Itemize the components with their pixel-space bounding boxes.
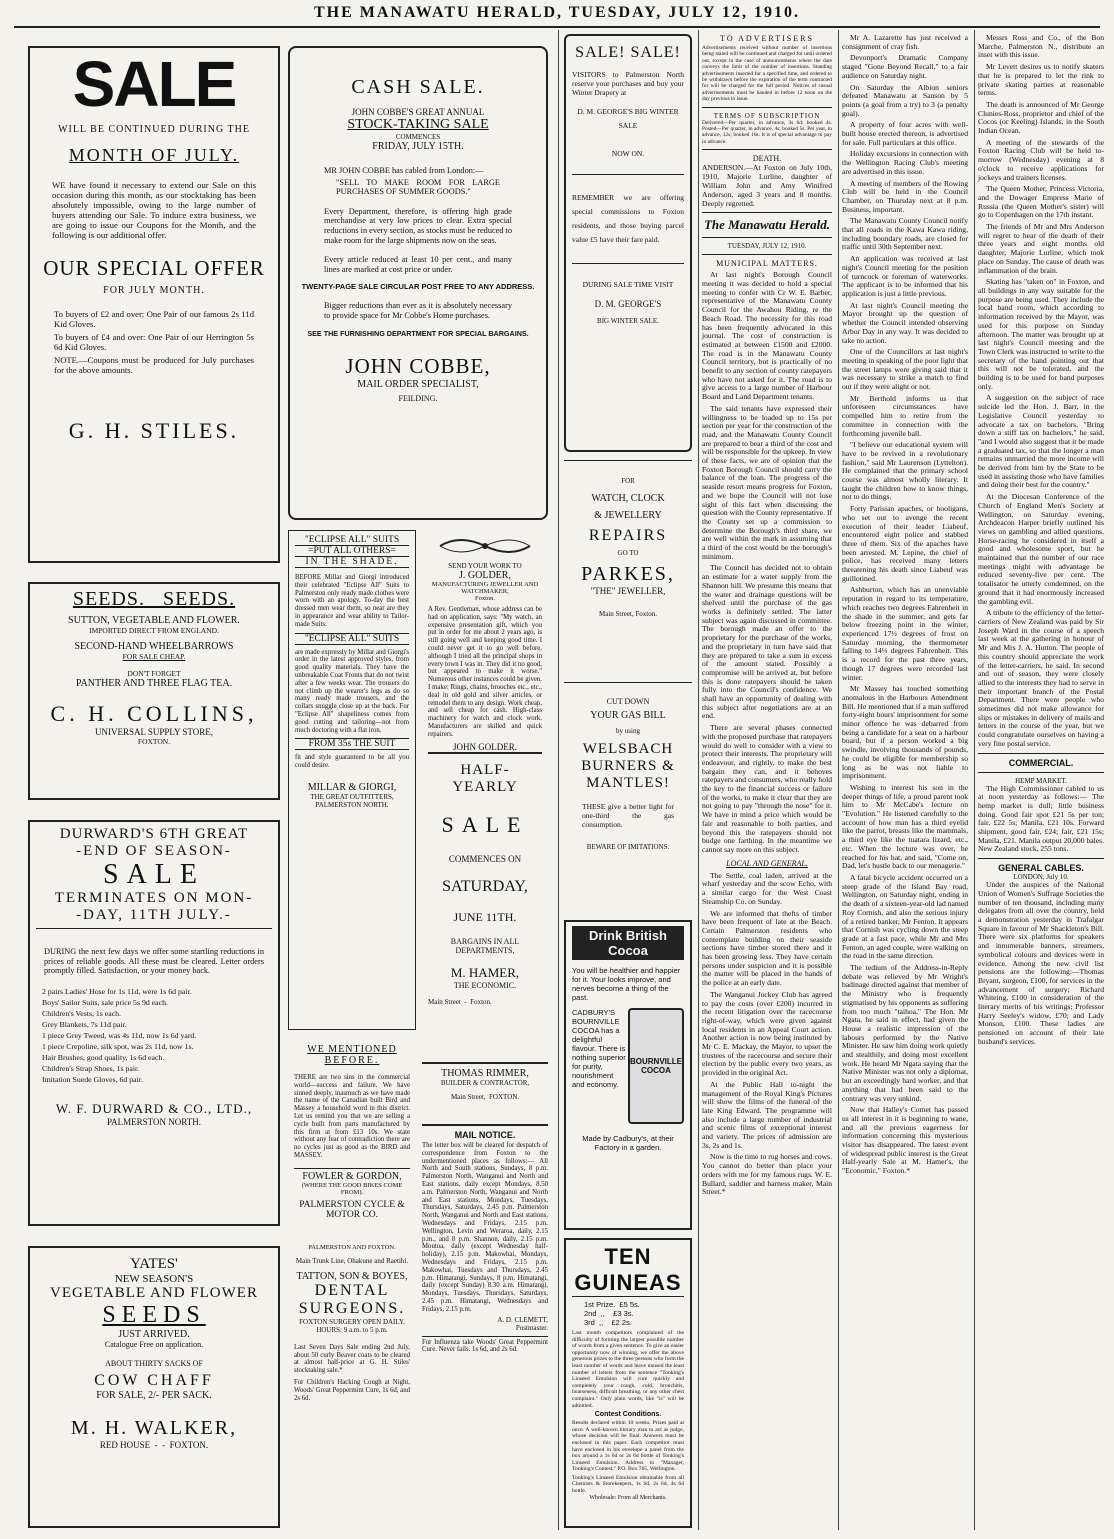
guineas-title: TEN GUINEAS	[572, 1244, 684, 1297]
george-sale-ad	[564, 34, 692, 452]
rimmer-line-2: BUILDER & CONTRACTOR,	[440, 1079, 530, 1087]
news-para: A fatal bicycle accident occurred on a steep grade of the Island Bay road, Wellington, on Saturday night, ending in the death of a sixteen-year-old lad named Roy Cornish, and also the serious injury of a retired banker, Mr Fenton. It appears that Cornish was cycling down the steep grade at a fast pace, while Mr and Mrs Fenton, an aged couple, were walking on the road in the same direction.	[842, 872, 968, 961]
guineas-footer: Tonking's Linseed Emulsion obtainable from all Chemists & Storekeepers, 1s 6d, 2s 6d, 4s 6d bottle.	[572, 1474, 684, 1495]
masthead-rule	[14, 26, 1100, 28]
news-para: At the Diocesan Conference of the Church of England Men's Society at Wellington, on Saturday evening, Archdeacon Harper briefly outlined his views on gambling and allied questions. Horse-racing he considered in itself a good and wholesome sport, but he maintained that the number of our race meetings might with advantage be reduced seventy-five per cent. The totalisator he utterly condemned, on the ground that it had enormously increased the gambling evil.	[978, 492, 1104, 606]
parkes-line-5: GO TO	[617, 549, 639, 557]
cocoa-title: Drink British Cocoa	[572, 926, 684, 960]
george-body-2: REMEMBER we are offering special commissions to Foxton residents, and those buying parcel value £5 have their fare paid.	[572, 193, 684, 244]
news-para: On Saturday the Albion seniors defeated Manawatu at Sanson by 5 points (a goal from a try) to 3 (a penalty goal).	[842, 82, 968, 118]
welsbach-warn: BEWARE OF IMITATIONS.	[586, 843, 670, 851]
seeds-line-1: SUTTON, VEGETABLE AND FLOWER.	[68, 615, 240, 626]
hamer-line-5: JUNE 11TH.	[453, 910, 517, 924]
cocoa-tin-label: BOURNVILLE COCOA	[630, 1057, 682, 1075]
municipal-para: There are several phases connected with the proposed purchase that ratepayers would do well to consider with a view to protect their interests. The proprietary will endeavour, and rightly, to make the best bargain they can, and it behoves ratepayers and consumers, who really hold the key to the financial success or failure of the works, to make it clear that they are not going to pay "through the nose" for it. We have in mind a price which would be fair and reasonable to both parties, and beyond this the ratepayers should not budge one farthing. In the meantime we cannot say more on this subject.	[702, 723, 832, 854]
welsbach-line-4: WELSBACH	[582, 741, 674, 757]
local-para: We are informed that thefts of timber have been frequent of late at the Beach. Certain Palmerston residents who contemplate building on their seaside sections have timber stored there and it has been growing less. They have certain persons under suspicion and it is possible the matter will be placed in the hands of the police at an early date.	[702, 908, 832, 988]
cobbe-role: MAIL ORDER SPECIALIST,	[357, 378, 479, 390]
eclipse-p1: BEFORE Millar and Giorgi introduced their celebrated "Eclipse All" Suits to Palmerston only ready made clothes were worn with an apology. To-day the best dressed men wear them, so near are they in appearance and wear ability to Tailor-made Suits.	[295, 574, 409, 628]
news-para: Wishing to interest his son in the deeper things of life, a proud parent took him to Mr McCabe's lecture on "Evolution." He listened carefully to the account of how man has a third eyelid like the parrot, breasts like the mammals, a third eye like the tuatara lizard, etc., etc. When the lecture was over, he reached for his hat, and said, "Come on, Dad, let's hustle back to our menagerie."	[842, 782, 968, 871]
news-para: Ashburton, which has an unenviable reputation in regard to its temperature, which reaches two degrees Fahrenheit in the shade in the summer, and gets far below freezing point in the winter, experienced 17½ degrees of frost on Saturday morning, the thermometer falling to 14⅓ degrees Fahrenheit. This is a record for the past three years, though 17 degrees were recorded last winter.	[842, 585, 968, 682]
cocoa-line-3: Made by Cadbury's, at their Factory in a garden.	[582, 1134, 674, 1152]
cobbe-furnish: SEE THE FURNISHING DEPARTMENT FOR SPECIAL BARGAINS.	[307, 328, 529, 338]
seeds-line-5: DON'T FORGET	[127, 669, 181, 678]
cobbe-circular: TWENTY-PAGE SALE CIRCULAR POST FREE TO ANY ADDRESS.	[301, 282, 535, 292]
durward-item: Imitation Suede Gloves, 6d pair.	[42, 1074, 143, 1084]
offer-note: NOTE.—Coupons must be produced for July purchases for the above amounts.	[54, 355, 254, 375]
municipal-para: At last night's Borough Council meeting it was decided to hold a special meeting to confer with Cr W. E. Barber, representative of the Manawatu County Council for the Awahou Riding, re the Beach Road. The necessity for this road has been frequently advocated in this journal. The cost of construction is estimated at between £1500 and £2000. The road is in the Manawatu County Council territory, but is practically of no benefit to any section of county ratepayers who have not asked for it. The road is to give access to a large number of Harbour Board and Land Department tenants.	[702, 270, 832, 402]
cobbe-p3: Every article reduced at least 10 per cent., and many lines are marked at cost price or under.	[324, 255, 512, 274]
durward-items	[42, 986, 266, 1085]
stiles-beaver-notice: Last Seven Days Sale ending 2nd July, about 50 curly Beaver coats to be cleared at almost half-price at G. H. Stiles' stocktaking sale.*	[294, 1343, 410, 1375]
golder-firm: JOHN GOLDER.	[453, 741, 517, 752]
hamer-line-9: Main Street - Foxton.	[428, 998, 492, 1006]
ornament-icon	[435, 534, 535, 558]
collins-store: UNIVERSAL SUPPLY STORE,	[94, 727, 214, 737]
municipal-para: The said tenants have expressed their willingness to be loaded up to 15s per section per year for the construction of the road, and the Manawatu County Council are prepared to bear a third of the cost and will be responsible for the upkeep. In view of these facts, we are of opinion that the Foxton Borough Council should carry the balance of the loan. The progress of the seaside resort means progress for Foxton, and we hope the Council will not lose sight of this fact when discussing the question with the County representative. If the County set up a commission to determine the Borough's third share, we are well within the mark in assuming that a third of the cost would be the borough's minimum.	[702, 403, 832, 561]
welsbach-line-1: CUT DOWN	[606, 697, 650, 706]
local-general-title: LOCAL AND GENERAL.	[726, 858, 808, 868]
guineas-conditions: Contest Conditions.	[594, 1411, 662, 1419]
welsbach-body: THESE give a better light for one-third the gas consumption.	[582, 802, 674, 829]
parkes-line-3: & JEWELLERY	[594, 510, 662, 521]
dental-line-3: SURGEONS.	[298, 1299, 406, 1317]
durward-item: Children's Strap Shoes, 1s pair.	[42, 1063, 140, 1073]
parkes-line-8: Main Street, Foxton.	[599, 610, 657, 618]
guineas-body-2: Results declared within 10 weeks. Prizes paid at once. A well-known literary man to act as judge, whose decision will be final. Answers must be enclosed in this paper. Each competitor must have enclosed in his envelope a panel from the box around a 1s 6d or 2s 6d bottle of Tonking's Linseed Emulsion. Address to "Manager, Tonking's Contest," P.O. Box 765, Wellington.	[572, 1420, 684, 1473]
news-para: The Manawatu County Council notify that all roads in the Kawa Kawa riding, including boundary roads, are closed for traffic until 30th September next.	[842, 216, 968, 252]
cobbe-cash-sale-ad	[288, 46, 548, 520]
hemp-market-body: The High Commissioner cabled to us at noon yesterday as follows:— The hemp market is dull; little business doing. Good fair spot £21 5s per ton; fair, £22 5s; Manila, £21 10s. Forward shipment, good fair, £24; fair, £21 15s; Manila, £21. Manila output 20,000 bales. New Zealand stock, 255 tons.	[978, 783, 1104, 854]
durward-item: Children's Vests, 1s each.	[42, 1008, 122, 1018]
seeds-line-2: IMPORTED DIRECT FROM ENGLAND.	[89, 626, 219, 635]
eclipse-h1: "ECLIPSE ALL" SUITS	[295, 535, 409, 546]
welsbach-line-3: by using	[616, 727, 640, 735]
durward-item: 1 piece Grey Tweed, was 4s 11d, now 1s 6d yard.	[42, 1030, 197, 1040]
collins-firm: C. H. COLLINS,	[50, 701, 258, 726]
mail-body: The letter box will be cleared for despatch of correspondence from Foxton to the undermentioned places as follows:— All North and South stations, Sundays, 8 p.m. Palmerston North, Wanganui and North and East stations, daily except Mondays, 8.50 a.m. Palmerston North, Wanganui and North and East stations, Mondays, Tuesdays, Thursdays, Saturdays, 2.45 p.m. Palmerston North, Wanganui and North and East stations, Wednesdays and Fridays, 2.15 p.m. Wellington, Levin and Weraroa, daily, 2.15 p.m., and 8 p.m. Shannon, daily, 2.15 p.m. Moutoa, daily (except Wednesday half-holiday), 2.15 p.m. Makowhai, Mondays, Wednesdays and Fridays, 2.15 p.m. Makowhai, Tuesdays and Thursdays, 2.45 p.m. Himatangi, Sundays, 8 p.m. Himatangi, daily (except Sunday) 8.30 a.m. Himatangi, Mondays, Tuesdays, Thursdays, Saturdays, 2.45 p.m. Himatangi, Wednesdays and Fridays, 2.15 p.m.	[422, 1142, 548, 1313]
mentioned-body: THERE are two sins in the commercial world—success and failure. We have sinned deeply, inasmuch as we have made the name of the Canadian built Bird and Massey a household word in this district. Let us remind you that we are selling a cycle built from parts manufactured by this firm at from £13 10s. We state without any fear of contradiction there are no cycles just as good as the BIRD and MASSEY.	[294, 1074, 410, 1159]
news-para: Now that Halley's Comet has passed us all interest in it is beginning to wane, and all the previous eagerness for information concerning this mysterious visitor has disappeared. The latest event of widespread public interest is the Great Half-yearly Sale at M. Hamer's, the "Economic," Foxton.*	[842, 1105, 968, 1176]
news-para: One of the Councillors at last night's meeting in speaking of the poor light that the street lamps were giving said that it was necessary to strike a match to find out if they were alight or not.	[842, 347, 968, 392]
golder-body: A Rev. Gentleman, whose address can be had on application, says: "My watch, an expensive presentation gift, which you put in order for me about 2 years ago, is still going well and keeping good time. I could never get it to go well before, although I tried all the principal shops in every town I was in. They did it no good, but appeared to make it worse." Numerous other instances could be given. I make: Rings, chains, brooches etc., etc., deal in old gold and silver articles, or remodel them to any design. Work cheap, and sell cheap for cash. High-class machinery for watch and clock work. Manufacturers are skilled and quick repairers.	[428, 606, 543, 738]
dental-line-5: HOURS: 9 a.m. to 5 p.m.	[316, 1325, 388, 1334]
offer-line-1: To buyers of £2 and over: One Pair of our famous 2s 11d Kid Gloves.	[54, 309, 254, 329]
golder-line-3: MANUFACTURING JEWELLER AND WATCHMAKER,	[431, 581, 539, 595]
advertisers-body: Advertisements received without number of insertions being stated will be continued and charged for until ordered out, except in the case of announcements where the date conveys the limit of the number of insertions. Standing advertisements inserted for a specified time, and ordered to be withdrawn before the expiration of the term contracted for will be charged for the full period. Notices of casual advertisements must be handed in before 12 noon on the day previous to issue.	[702, 45, 832, 103]
news-para: Holiday excursions in connection with the Wellington Racing Club's meeting are advertised in this issue.	[842, 149, 968, 176]
cobbe-p4: Bigger reductions than ever as it is absolutely necessary to provide space for Mr Cobbe's Home purchases.	[324, 301, 512, 320]
guineas-prize-1: 1st Prize. £5 5s.	[584, 1300, 640, 1309]
durward-head-1: DURWARD'S 6TH GREAT	[59, 826, 249, 842]
mail-notice	[422, 1124, 548, 1530]
parkes-line-6: PARKES,	[581, 563, 675, 585]
news-para: A tribute to the efficiency of the letter-carriers of New Zealand was paid by Sir Joseph Ward in the course of a speech last week at the gathering in honour of Mr and Mrs J. A. Hutton. The people of this country should appreciate the work of the letter-carriers, he said. In second and out of season, they were closely allied to the interests they had to serve in their important branch of the Postal Department. There were people who sometimes did not make allowance for slips or mistakes in delivery of mails and letters in the course of the year, but we could congratulate ourselves on having a very fine postal service.	[978, 608, 1104, 748]
stiles-sale-ad	[28, 46, 280, 563]
news-para: Devonport's Dramatic Company staged "Gone Beyond Recall," to a fair audience on Saturday night.	[842, 53, 968, 80]
parkes-line-7: "THE" JEWELLER,	[590, 586, 666, 596]
news-para: The tedium of the Address-in-Reply debate was relieved by Mr Wright's badinage directed against that member of the Ministry who is frequently stigmatised by his opponents as suffering from too much "taihoa." The Hon. Mr Ngata, he said in effect, had given the House a realistic impression of the labours performed by the Native Minister. He saw him doing work quietly and stealthily, and doing most excellent work. He heard Mr Ngata saying that the Native Minister was not only a diplomat, but an exceedingly hard worker, and that anything that had been said to the contrary was very unkind.	[842, 963, 968, 1103]
special-offer-sub: FOR JULY MONTH.	[103, 285, 205, 296]
subscription-title: TERMS OF SUBSCRIPTION	[713, 111, 821, 120]
eclipse-town: PALMERSTON NORTH.	[315, 800, 389, 809]
george-sub-2: BIG WINTER SALE.	[597, 317, 659, 325]
general-cables-title: GENERAL CABLES.	[998, 863, 1084, 874]
local-para: Now is the time to rug horses and cows. You cannot do better than place your orders with me for my famous rugs. W. E. Bullard, saddler and harness maker, Main Street.*	[702, 1152, 832, 1197]
golder-line-4: Foxton.	[474, 595, 496, 602]
eclipse-h3: IN THE SHADE.	[295, 557, 409, 568]
news-para: The death is announced of Mr George Clunies-Ross, proprietor and chief of the Cocos (or Keeling) Islands, in the South Indian Ocean.	[978, 99, 1104, 136]
parkes-jeweller-ad	[564, 460, 692, 674]
news-para: A meeting of the stewards of the Foxton Racing Club will be held to-morrow (Wednesday) evening at 8 o'clock to receive applications for jockeys and trainers licenses.	[978, 137, 1104, 182]
cocoa-line-2: CADBURY'S BOURNVILLE COCOA has a delightful flavour. There is nothing superior for purity, nourishment and economy.	[572, 1008, 626, 1089]
hamer-line-3: COMMENCES ON	[448, 854, 522, 864]
mentioned-firm-2: PALMERSTON CYCLE & MOTOR CO.	[299, 1199, 405, 1220]
welsbach-line-5: BURNERS &	[581, 758, 675, 774]
cobbe-quote: "SELL TO MAKE ROOM FOR LARGE PURCHASES OF SUMMER GOODS."	[336, 177, 500, 197]
golder-line-2: J. GOLDER,	[459, 570, 511, 581]
news-para: Forty Parisian apaches, or hooligans, who set out to avenge the recent execution of their leader Liabeuf, encountered eight police and stabbed three of them. Six of the apaches have been arrested. M. Lepine, the chief of police, has received many letters threatening his death since Liabeuf was guillotined.	[842, 504, 968, 583]
sale-subline: WILL BE CONTINUED DURING THE	[58, 124, 250, 135]
death-title: DEATH.	[752, 154, 782, 164]
mail-title: MAIL NOTICE.	[454, 1130, 516, 1140]
walker-line-4: SEEDS	[102, 1302, 206, 1328]
eclipse-p3: fit and style guaranteed to be all you could desire.	[295, 754, 409, 770]
sale-headline: SALE	[72, 48, 236, 120]
durward-item: Hair Brushes, good quality, 1s 6d each.	[42, 1052, 165, 1062]
death-body: ANDERSON.—At Foxton on July 10th, 1910, Majorie Lurline, daughter of William John and Amy Winifred Anderson, aged 3 years and 8 months. Deeply regretted.	[702, 163, 832, 209]
dental-line-2: DENTAL	[314, 1281, 390, 1299]
seeds-line-4: FOR SALE CHEAP.	[122, 652, 186, 661]
george-during: DURING SALE TIME VISIT	[582, 280, 674, 289]
eclipse-h5: FROM 35s THE SUIT	[295, 738, 409, 750]
tonking-guineas-ad	[564, 1238, 692, 1528]
george-body: VISITORS to Palmerston North reserve your purchases and buy your Winter Drapery at	[572, 70, 684, 97]
george-firm-2: D. M. GEORGE'S	[594, 299, 662, 309]
durward-firm: W. F. DURWARD & CO., LTD.,	[55, 1100, 253, 1116]
eclipse-p2: are made expressly by Millar and Giorgi's order in the latest approved styles, from good quality materials. They have the unbreakable Coat Fronts that do not twist after a few weeks wear. The trousers do not climb up the wearer's legs as do so many ready made trousers, and the collars snuggle close up at the back. For "Eclipse All" shapeliness comes from good cutting and tailoring—not from much doctoring with a flat iron.	[295, 648, 409, 734]
eclipse-firm: MILLAR & GIORGI,	[307, 781, 397, 793]
walker-line-6: Catalogue Free on application.	[104, 1340, 204, 1349]
cobbe-name: JOHN COBBE,	[345, 353, 491, 378]
cobbe-line-2: STOCK-TAKING SALE	[347, 117, 489, 132]
cobbe-title: CASH SALE.	[351, 76, 485, 98]
news-column-2	[978, 34, 1104, 1530]
cadbury-cocoa-ad	[564, 920, 692, 1230]
herald-title: The Manawatu Herald.	[703, 217, 831, 233]
news-para: Messrs Ross and Co., of the Bon Marche, Palmerston N., distribute an inset with this issue.	[978, 33, 1104, 60]
eclipse-h2: =PUT ALL OTHERS=	[295, 546, 409, 557]
walker-line-7: ABOUT THIRTY SACKS OF	[105, 1359, 203, 1368]
news-para: A suggestion on the subject of race suicide led the Hon. J. Barr, in the Legislative Council yesterday to advocate a tax on bachelors. "Bring down a stiff tax on bachelors," he said, "and I would also suggest that it be made a graduated tax, so that the longer a man remains unmarried the more income will be derived from him by the State to be used in assisting those who have families and doing their best for the country."	[978, 393, 1104, 490]
hamer-line-1: HALF-YEARLY	[428, 752, 542, 796]
cobbe-line-3: COMMENCES	[395, 133, 441, 141]
herald-date: TUESDAY, JULY 12, 1910.	[727, 242, 807, 251]
eclipse-h4: "ECLIPSE ALL" SUITS	[295, 633, 409, 645]
durward-sale-ad	[28, 820, 280, 1226]
walker-line-8: COW CHAFF	[94, 1372, 214, 1389]
cocoa-tin-icon	[628, 1008, 684, 1124]
news-para: A property of four acres with well-built house erected thereon, is advertised for sale. Full particulars at this office.	[842, 120, 968, 147]
news-column-1	[842, 34, 968, 1530]
cobbe-line-4: FRIDAY, JULY 15TH.	[372, 141, 464, 152]
eclipse-suits-ad	[288, 530, 416, 1030]
cobbe-p1: MR JOHN COBBE has cabled from London:—	[324, 166, 484, 175]
durward-town: PALMERSTON NORTH.	[107, 1116, 201, 1127]
seeds-line-6: PANTHER AND THREE FLAG TEA.	[75, 678, 233, 689]
durward-item: Boys' Sailor Suits, sale price 5s 9d each.	[42, 997, 168, 1007]
news-para: Mr A. Lazarette has just received a consignment of cray fish.	[842, 33, 968, 51]
sale-month: MONTH OF JULY.	[68, 145, 240, 165]
news-para: Mr Berthold informs us that unforeseen circumstances have compelled him to retire from the committee in connection with the forthcoming juvenile ball.	[842, 393, 968, 438]
walker-line-5: JUST ARRIVED.	[118, 1329, 190, 1340]
durward-head-2: -END OF SEASON-	[76, 843, 232, 859]
local-para: At the Public Hall to-night the management of the Royal King's Pictures will show the films of the funeral of the late King Edward. The programme will also include a large number of industrial and scenic films of exceptional interest and variety. The prices of admission are 3s, 2s and 1s.	[702, 1079, 832, 1150]
collins-town: FOXTON.	[137, 737, 171, 746]
news-para: A meeting of members of the Rowing Club will be held in the Council Chamber, on Thursday next at 8 p.m. Business, important.	[842, 178, 968, 214]
cobbe-town: FEILDING.	[398, 393, 438, 403]
hamer-sale-ad	[422, 748, 548, 1052]
walker-firm: M. H. WALKER,	[70, 1417, 238, 1439]
cobbe-line-1: JOHN COBBE'S GREAT ANNUAL	[351, 107, 485, 117]
collins-seeds-ad	[28, 582, 280, 800]
municipal-para: The Council has decided not to obtain an estimate for a water supply from the Shannon hill. We presume this means that the water and drainage questions will be shelved until the purchase of the gas works is definitely settled. The latter subject was again discussed in committee. The borough made an offer to the proprietary for the purchase of the works, and the proprietary in turn have said that they are prepared to take a sum in excess of the amount stated. Possibly a compromise will be arrived at, but before this is done ratepayers should be taken fully into the Council's confidence. We shall have an opportunity of dealing with this subject after negotiations are at an end.	[702, 563, 832, 721]
commercial-title: COMMERCIAL.	[1008, 757, 1074, 768]
walker-place: RED HOUSE - - FOXTON.	[99, 1440, 209, 1450]
welsbach-ad	[564, 682, 692, 912]
cocoa-line-1: You will be healthier and happier for it. Your looks improve, and nerves become a thing of the past.	[572, 966, 681, 1002]
durward-head-4: TERMINATES ON MON-	[54, 890, 254, 906]
hamer-line-2: SALE	[441, 812, 529, 837]
durward-item: Grey Blankets, 7s 11d pair.	[42, 1019, 127, 1029]
george-now: NOW ON.	[611, 149, 645, 158]
seeds-title: SEEDS. SEEDS.	[72, 588, 236, 610]
dental-line-1: TATTON, SON & BOYES,	[296, 1270, 408, 1282]
mentioned-h1: WE MENTIONED	[307, 1044, 397, 1055]
news-para: Mr Massey has touched something anomalous in the Harbours Amendment Bill. He mentioned that if a man suffered forty-eight hours' imprisonment for some minor offence he was debarred from being a candidate for a seat on a harbour board, but if a person worked a big swindle, involving thousands of pounds, he could be eligible for membership so long as he was not liable to imprisonment.	[842, 684, 968, 781]
local-para: The Wanganui Jockey Club has agreed to pay the costs (over £200) incurred in the recent litigation over the racecourse right-of-way, which were given against local residents in an Appeal Court action. Another action is now being instituted by Mr C. E. Mackay, the Mayor, to upset the trustees of the racecourse and secure their election by the public every two years, as provided in the original Act.	[702, 989, 832, 1078]
golder-jeweller-ad	[422, 530, 548, 752]
advertisers-title: TO ADVERTISERS	[720, 34, 814, 43]
cables-dateline: LONDON, July 10.	[1013, 873, 1069, 882]
hemp-market-title: HEMP MARKET.	[1015, 776, 1067, 785]
cables-body: Under the auspices of the National Union of Women's Suffrage Societies the number of ten thousand, including many delegates from all over the country, held a demonstration yesterday in Trafalgar Square in favour of Mr Shackleton's Bill. There were six platforms for speakers and innumerable banners, streamers, symbolical colours and devices were in evidence. Among the new civil list pensions are the following:—Thomas Bryant, surgeon, £100, for services in the advancement of surgery; Richard Whiteing, £100 in consideration of the literary merits of his writings; Professor Harry Seeley's widow, £70; and Lady Monson, £100. These ladies are pensioned on account of their late husband's services.	[978, 880, 1104, 1046]
municipal-title: MUNICIPAL MATTERS.	[716, 259, 818, 269]
walker-line-1: YATES'	[130, 1256, 178, 1272]
parkes-line-2: WATCH, CLOCK	[591, 493, 665, 504]
guineas-sub: Wholesale: From all Merchants.	[589, 1494, 667, 1501]
woods-cure-notice: For Children's Hacking Cough at Night, Woods' Great Peppermint Cure, 1s 6d, and 2s 6d.	[294, 1378, 410, 1402]
guineas-prize-3: 3rd ,, £2 2s.	[584, 1318, 632, 1327]
welsbach-line-2: YOUR GAS BILL	[590, 710, 666, 721]
mentioned-firm: FOWLER & GORDON,	[294, 1168, 410, 1182]
durward-head-3: SALE	[103, 859, 205, 890]
george-title: SALE! SALE!	[575, 44, 681, 61]
editorial-column	[702, 34, 832, 1530]
mentioned-h2: BEFORE.	[324, 1055, 380, 1066]
parkes-line-1: FOR	[621, 477, 635, 485]
rimmer-ad	[422, 1062, 548, 1114]
durward-head-5: -DAY, 11TH JULY.-	[76, 907, 232, 923]
hamer-line-6: BARGAINS IN ALL DEPARTMENTS,	[450, 937, 520, 955]
durward-item: 1 piece Crepoline, silk spot, was 2s 11d, now 1s.	[42, 1041, 194, 1051]
rimmer-line-3: Main Street, FOXTON.	[450, 1093, 520, 1101]
dental-line-4: FOXTON SURGERY OPEN DAILY.	[299, 1317, 405, 1326]
woods-influenza-notice: For Influenza take Woods' Great Peppermint Cure. Never fails. 1s 6d, and 2s 6d.	[422, 1336, 548, 1355]
mail-sign: A. D. CLEMETT,	[497, 1315, 548, 1324]
cobbe-p2: Every Department, therefore, is offering high grade merchandise at very low prices to clear. Extra special reductions in every section, as stocks must be reduced to make room for the large shipments now on the seas.	[324, 206, 513, 245]
guineas-prize-2: 2nd ,, £3 3s.	[584, 1309, 634, 1318]
subscription-body: Delivered—Per quarter, in advance, 3s 6d; booked 4s. Posted—Per quarter, in advance, 4s; booked 5s. Per year, in advance, 12s; booked 16s. It is of special advantage to pay in advance.	[702, 119, 832, 145]
walker-seeds-ad	[28, 1246, 280, 1528]
news-para: "I believe our educational system will have to be revived in a revolutionary fashion," said Mr Laurenson (Lyttelton). He complained that the primary school course was almost wholly literary. It taught the children how to know things, not to do things.	[842, 440, 968, 502]
walker-line-2: NEW SEASON'S	[114, 1273, 194, 1285]
news-para: Skating has "taken on" in Foxton, and all buildings in any way suitable for the purpose are being used. They include the local band room, which according to information received by the Mayor, was used for this purpose on Sunday afternoon. The matter was brought up at last night's Council meeting and the Town Clerk was instructed to write to the secretary of the band pointing out that this will not be tolerated, and the building is to be used for band purposes only.	[978, 277, 1104, 391]
george-firm: D. M. GEORGE'S BIG WINTER SALE	[577, 107, 679, 130]
mentioned-note: (WHERE THE GOOD BIKES COME FROM).	[301, 1181, 403, 1196]
golder-line-1: SEND YOUR WORK TO	[448, 562, 522, 570]
news-para: The Queen Mother, Princess Victoria, and the Dowager Empress Marie of Russia (the Queen Mother's sister) will go to Copenhagen on the 17th instant.	[978, 184, 1104, 220]
news-para: An application was received at last night's Council meeting for the position of turncock or foreman of waterworks. The applicant is to be informed that his application is just a little previous.	[842, 254, 968, 298]
hamer-line-7: M. HAMER,	[450, 965, 520, 980]
eclipse-sub: THE GREAT OUTFITTERS,	[310, 792, 394, 801]
durward-item: 2 pairs Ladies' Hose for 1s 11d, were 1s 6d pair.	[42, 986, 192, 996]
hamer-line-8: THE ECONOMIC.	[453, 981, 517, 990]
seeds-line-3: SECOND-HAND WHEELBARROWS	[74, 641, 234, 652]
news-para: Mr Levett desires us to notify skaters that he is prepared to let the rink to private skating parties at reasonable terms.	[978, 62, 1104, 98]
local-para: The Settle, coal laden, arrived at the wharf yesterday and the scow Echo, with a similar cargo for the West Coast Steamship Co. on Sunday.	[702, 870, 832, 906]
walker-line-9: FOR SALE, 2/- PER SACK.	[96, 1390, 212, 1401]
mail-role: Postmaster.	[515, 1323, 548, 1332]
news-para: The friends of Mr and Mrs Anderson will regret to hear of the death of their three years and eight months old daughter, Majorie Lurline, which took place on Sunday. The cause of death was inflammation of the brain.	[978, 222, 1104, 275]
hamer-line-4: SATURDAY,	[442, 878, 528, 895]
durward-body: DURING the next few days we offer some startling reductions in prices of reliable goods. All these must be cleared. Letter orders promptly filled. Satisfaction, or your money back.	[44, 947, 264, 976]
offer-line-2: To buyers of £4 and over: One Pair of our Herrington 5s 6d Kid Gloves.	[54, 332, 254, 352]
masthead: THE MANAWATU HERALD, TUESDAY, JULY 12, 1910.	[313, 4, 800, 21]
guineas-body: Last month competitors complained of the difficulty of forming the largest possible number of words from a given sentence. To give an easier opportunity now of winning, we offer the above generous prizes to the three persons who form the least number of words and leave unused the least number of letters from the sentence "Tonking's Linseed Emulsion will cure quickly and completely your cough, cold, bronchitis, hoarseness, difficult breathing, or any other chest complaint." Only plain words, like "is" will be admitted.	[572, 1330, 684, 1409]
special-offer: OUR SPECIAL OFFER	[43, 256, 265, 280]
rimmer-line-1: THOMAS RIMMER,	[441, 1068, 529, 1079]
walker-line-3: VEGETABLE AND FLOWER	[50, 1285, 258, 1301]
stiles-firm: G. H. STILES.	[68, 417, 240, 443]
mentioned-town: PALMERSTON AND FOXTON.	[308, 1243, 396, 1251]
sale-body: WE have found it necessary to extend our Sale on this occasion during this month, as our stocktaking has been absolutely impossible, owing to the large number of buyers attending our Sale. To induce extra business, we are going to issue our Coupons for the Month, and the following is our additional offer.	[52, 180, 256, 240]
parkes-line-4: REPAIRS	[588, 527, 668, 544]
news-para: At last night's Council meeting the Mayor brought up the question of whether the Council intended observing Arbor Day in any way. It was decided to take no action.	[842, 300, 968, 345]
mentioned-trunk: Main Trunk Line, Ohakune and Raetihi.	[295, 1256, 409, 1265]
fowler-gordon-ad	[288, 1036, 416, 1528]
welsbach-line-6: MANTLES!	[586, 775, 670, 791]
